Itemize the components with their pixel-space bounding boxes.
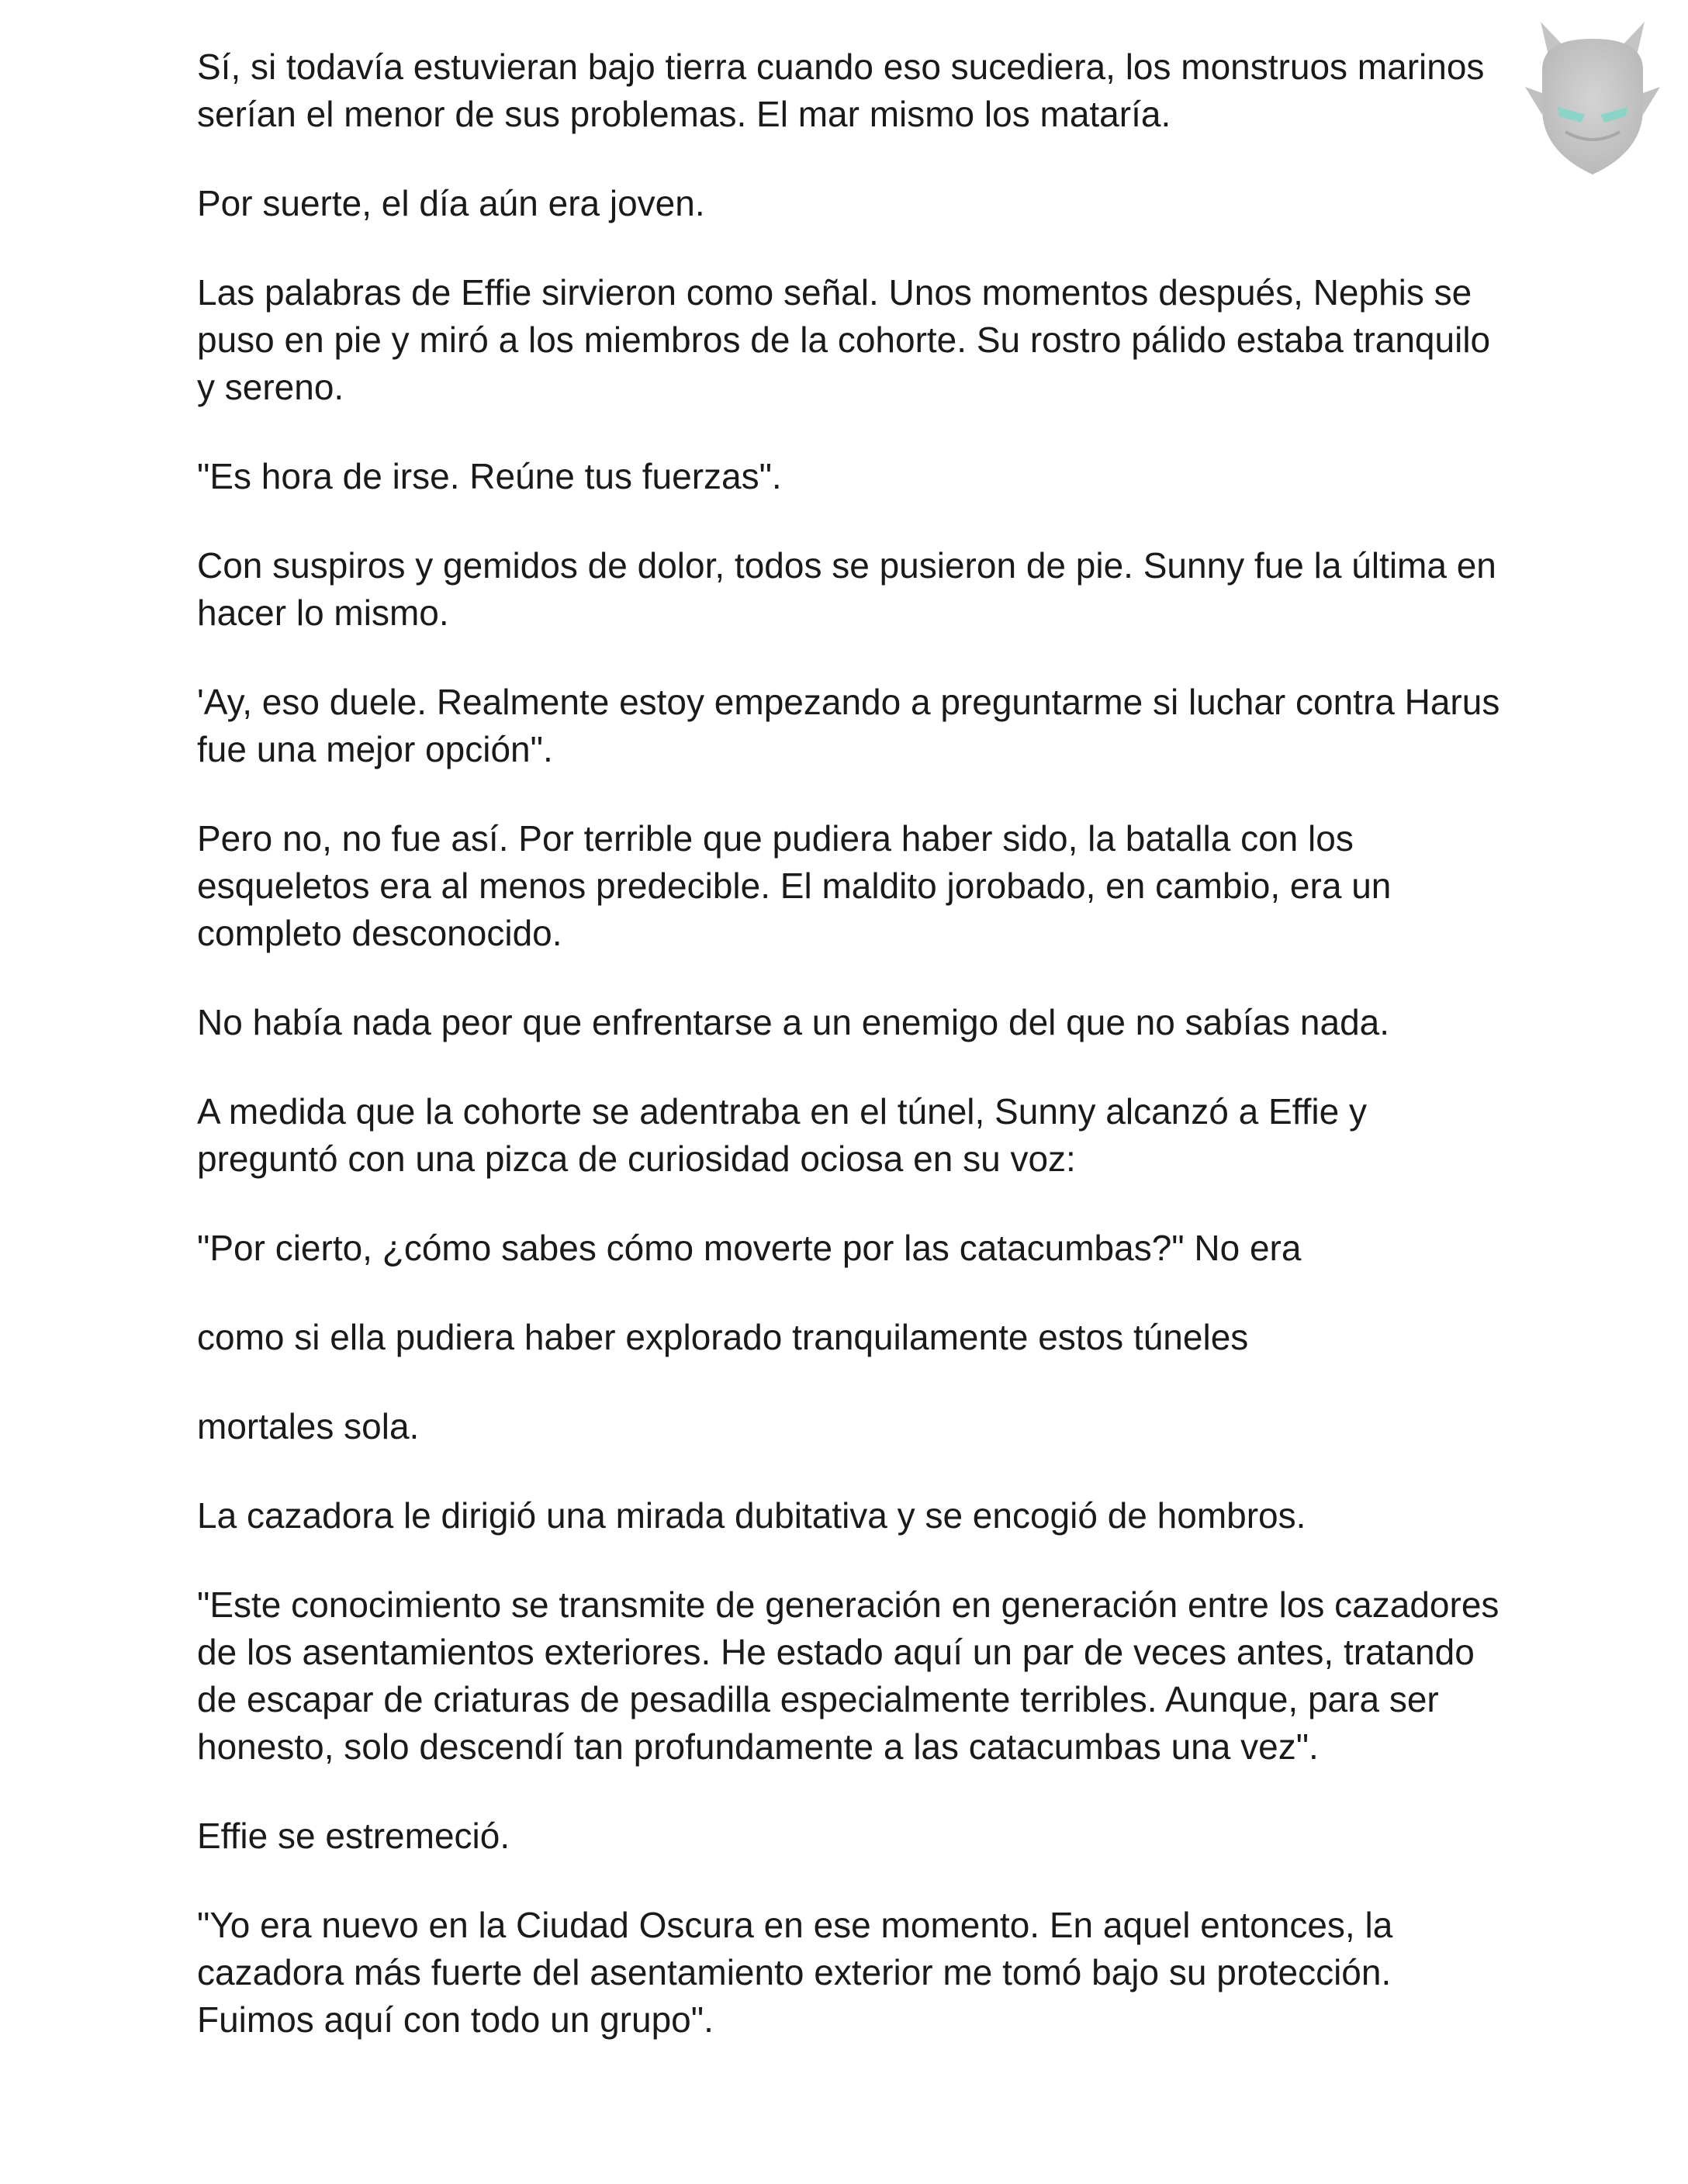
demon-head-icon: [1519, 16, 1666, 186]
document-body: [197, 43, 1516, 2086]
paragraph: Con suspiros y gemidos de dolor, todos se pusieron de pie. Sunny fue la última en hacer lo mismo.: [197, 545, 1496, 633]
paragraph: Sí, si todavía estuvieran bajo tierra cuando eso sucediera, los monstruos marinos serían el menor de sus problemas. El mar mismo los mataría.: [197, 47, 1485, 134]
paragraph: "Este conocimiento se transmite de generación en generación entre los cazadores de los asentamientos exteriores. He estado aquí un par de veces antes, tratando de escapar de criaturas de pesadilla especialmente terribles. Aunque, para ser honesto, solo descendí tan profundamente a las catacumbas una vez".: [197, 1584, 1499, 1767]
paragraph: "Por cierto, ¿cómo sabes cómo moverte por las catacumbas?" No era: [197, 1228, 1302, 1268]
paragraph: Por suerte, el día aún era joven.: [197, 183, 705, 223]
paragraph: No había nada peor que enfrentarse a un enemigo del que no sabías nada.: [197, 1002, 1390, 1042]
paragraph: "Yo era nuevo en la Ciudad Oscura en ese momento. En aquel entonces, la cazadora más fuerte del asentamiento exterior me tomó bajo su protección. Fuimos aquí con todo un grupo".: [197, 1905, 1393, 2040]
paragraph: La cazadora le dirigió una mirada dubitativa y se encogió de hombros.: [197, 1495, 1306, 1536]
paragraph: Las palabras de Effie sirvieron como señal. Unos momentos después, Nephis se puso en pie y miró a los miembros de la cohorte. Su rostro pálido estaba tranquilo y sereno.: [197, 272, 1491, 407]
paragraph: como si ella pudiera haber explorado tranquilamente estos túneles: [197, 1317, 1249, 1357]
paragraph: 'Ay, eso duele. Realmente estoy empezando a preguntarme si luchar contra Harus fue una mejor opción".: [197, 682, 1500, 769]
paragraph: mortales sola.: [197, 1406, 420, 1446]
paragraph: A medida que la cohorte se adentraba en el túnel, Sunny alcanzó a Effie y preguntó con una pizca de curiosidad ociosa en su voz:: [197, 1091, 1367, 1179]
paragraph: Pero no, no fue así. Por terrible que pudiera haber sido, la batalla con los esqueletos era al menos predecible. El maldito jorobado, en cambio, era un completo desconocido.: [197, 818, 1392, 953]
paragraph: "Es hora de irse. Reúne tus fuerzas".: [197, 456, 782, 496]
paragraph: Effie se estremeció.: [197, 1816, 510, 1856]
